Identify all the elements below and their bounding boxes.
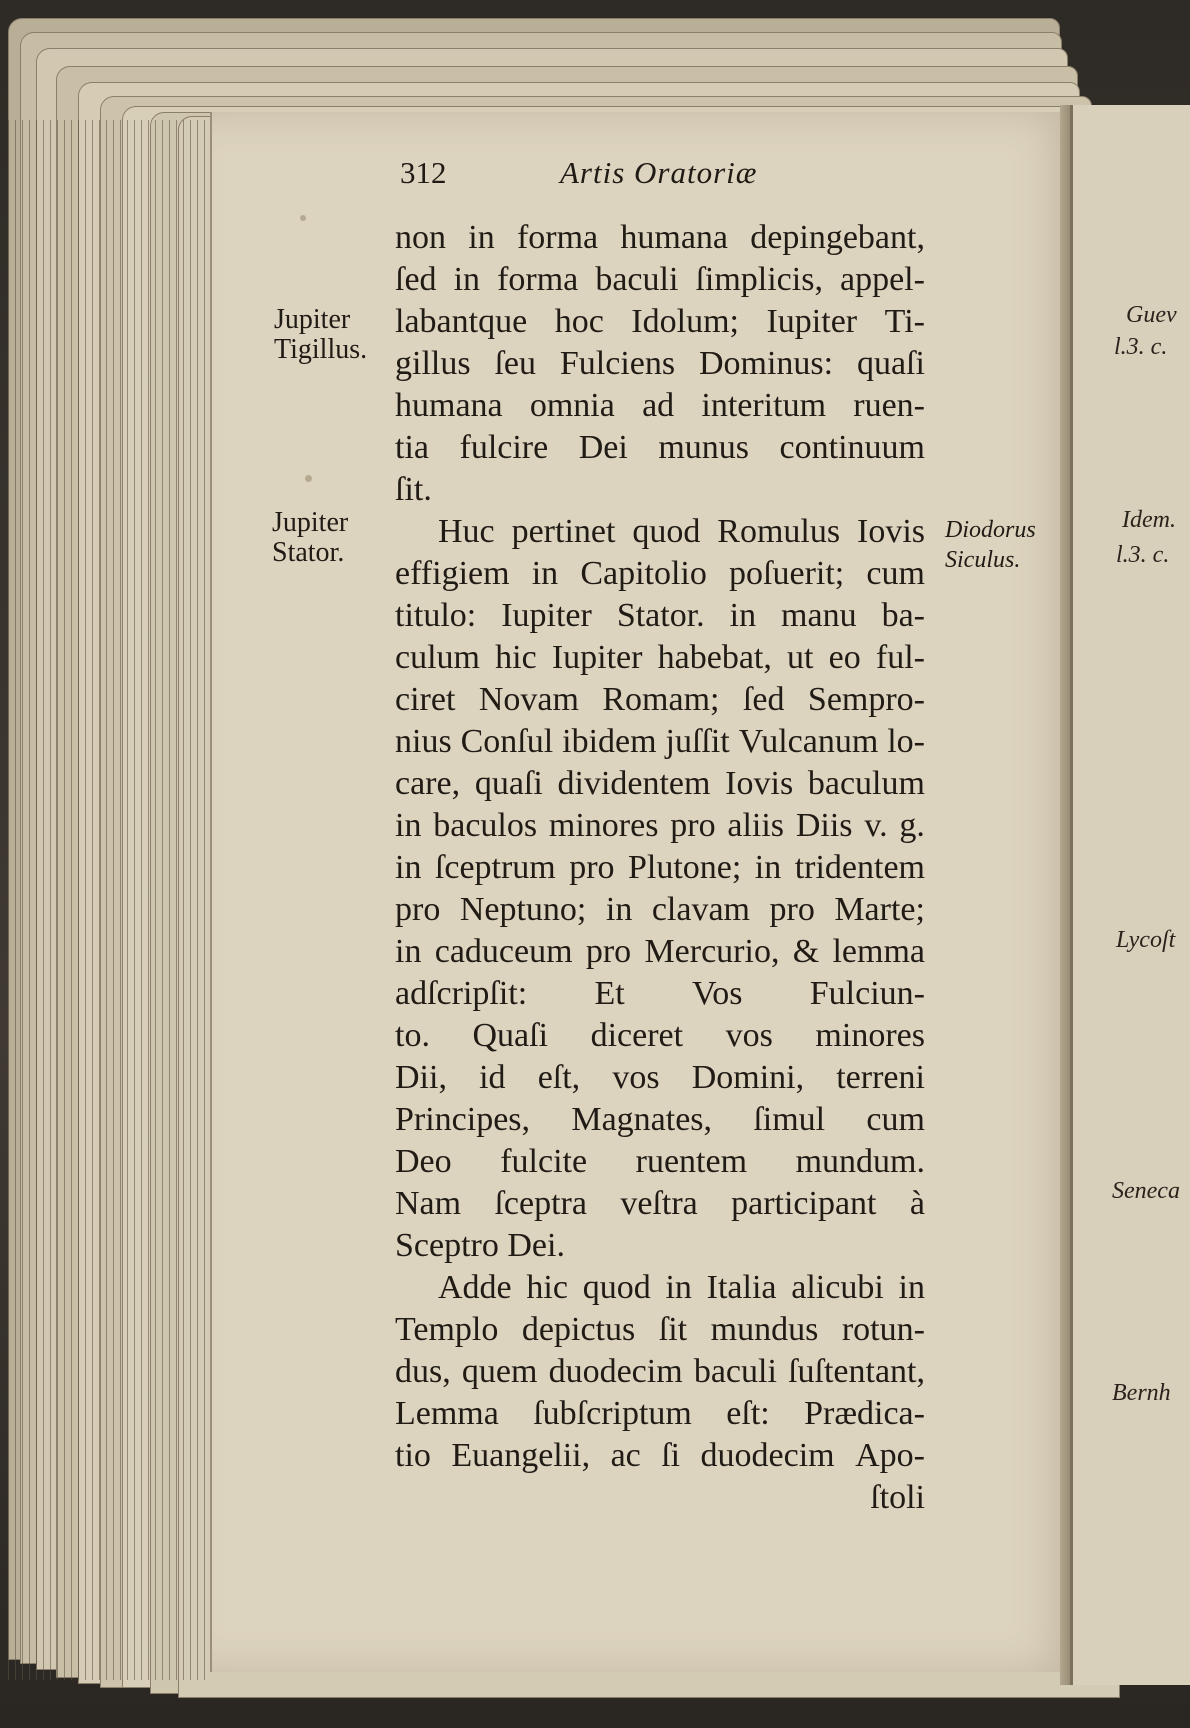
word: in: [468, 219, 495, 256]
word: ac: [610, 1437, 641, 1474]
word: Dii,: [395, 1059, 447, 1096]
foxing-spot: [300, 215, 306, 221]
word: in: [605, 891, 633, 928]
text-line: [395, 1142, 925, 1182]
word: baculos: [433, 807, 538, 844]
facing-note: Guev: [1126, 302, 1177, 328]
word: Iupiter: [551, 639, 643, 676]
word: terreni: [836, 1059, 925, 1096]
word: Iovis: [857, 513, 925, 550]
word: mundus: [710, 1311, 819, 1348]
word: dus,: [395, 1353, 451, 1390]
word: Vos: [692, 975, 743, 1012]
word: poſuerit;: [729, 555, 845, 592]
text-line: [395, 596, 925, 636]
text-line: Sceptro Dei.: [395, 1227, 565, 1264]
word: quod: [582, 1269, 651, 1306]
word: tia: [395, 429, 429, 466]
text-line: [395, 302, 925, 342]
word: Conſul: [460, 723, 554, 760]
text-line: [395, 974, 925, 1014]
word: ful-: [875, 639, 925, 676]
word: tridentem: [794, 849, 925, 886]
text-line: [395, 1058, 925, 1098]
word: Romulus: [717, 513, 841, 550]
word: depingebant,: [750, 219, 925, 256]
word: cum: [866, 555, 925, 592]
word: pertinet: [511, 513, 616, 550]
facing-note: Bernh: [1112, 1380, 1171, 1406]
word: humana: [620, 219, 729, 256]
word: à: [909, 1185, 925, 1222]
word: eſt,: [537, 1059, 581, 1096]
word: Magnates,: [571, 1101, 713, 1138]
text-line: [395, 260, 925, 300]
word: Novam: [478, 681, 579, 718]
word: hoc: [554, 303, 604, 340]
text-line: [395, 1310, 925, 1350]
word: ſubſcriptum: [533, 1395, 692, 1432]
word: Sempro-: [807, 681, 925, 718]
text-line: [395, 638, 925, 678]
word: dividentem: [557, 765, 711, 802]
word: ba-: [881, 597, 925, 634]
word: Prædica-: [804, 1395, 925, 1432]
word: Dominus:: [698, 345, 834, 382]
word: to.: [395, 1017, 430, 1054]
word: in: [754, 849, 782, 886]
word: omnia: [529, 387, 615, 424]
word: id: [479, 1059, 506, 1096]
word: Stator.: [616, 597, 705, 634]
word: duodecim: [548, 1353, 683, 1390]
word: Iupiter: [766, 303, 858, 340]
word: Huc: [438, 513, 495, 550]
word: v.: [864, 807, 888, 844]
word: habebat,: [657, 639, 772, 676]
word: adſcripſit:: [395, 975, 528, 1012]
word: mundum.: [795, 1143, 925, 1180]
word: in: [395, 933, 422, 970]
word: Italia: [706, 1269, 777, 1306]
word: quaſi: [474, 765, 543, 802]
word: Deo: [395, 1143, 452, 1180]
text-line: ſit.: [395, 471, 432, 508]
word: Adde: [438, 1269, 512, 1306]
text-line: ſtoli: [870, 1479, 925, 1516]
word: Templo: [395, 1311, 499, 1348]
word: interitum: [701, 387, 827, 424]
word: rotun-: [841, 1311, 925, 1348]
page-edge-lines: [8, 120, 208, 1680]
text-line: [395, 1436, 925, 1476]
word: in: [395, 849, 422, 886]
facing-note: Seneca: [1112, 1178, 1180, 1204]
text-line: [395, 890, 925, 930]
word: participant: [731, 1185, 877, 1222]
word: Idolum;: [631, 303, 739, 340]
facing-note: Idem.: [1122, 507, 1176, 533]
word: Neptuno;: [459, 891, 587, 928]
word: Et: [594, 975, 625, 1012]
word: Nam: [395, 1185, 462, 1222]
text-line: [438, 512, 925, 552]
word: in: [531, 555, 559, 592]
word: humana: [395, 387, 503, 424]
word: Domini,: [691, 1059, 805, 1096]
word: vos: [725, 1017, 773, 1054]
word: quaſi: [856, 345, 925, 382]
text-line: [395, 1352, 925, 1392]
text-line: [395, 722, 925, 762]
word: alicubi: [791, 1269, 884, 1306]
foxing-spot: [305, 475, 312, 482]
word: quem: [461, 1353, 538, 1390]
word: tio: [395, 1437, 431, 1474]
word: pro: [670, 807, 716, 844]
word: labantque: [395, 303, 528, 340]
word: Principes,: [395, 1101, 531, 1138]
text-line: [395, 1016, 925, 1056]
word: cum: [866, 1101, 925, 1138]
text-line: [395, 218, 925, 258]
word: pro: [395, 891, 441, 928]
margin-note-line: Jupiter: [274, 304, 351, 335]
word: eſt:: [726, 1395, 770, 1432]
text-line: [395, 806, 925, 846]
word: Plutone;: [627, 849, 742, 886]
word: fulcite: [500, 1143, 588, 1180]
word: veſtra: [620, 1185, 698, 1222]
word: vos: [612, 1059, 660, 1096]
word: in: [453, 261, 481, 298]
word: Iupiter: [501, 597, 592, 634]
margin-note-line: Siculus.: [945, 547, 1021, 573]
word: minores: [815, 1017, 925, 1054]
word: pro: [769, 891, 815, 928]
word: baculi: [595, 261, 679, 298]
word: duodecim: [700, 1437, 835, 1474]
text-line: [395, 1184, 925, 1224]
text-line: [395, 428, 925, 468]
page-number: 312: [400, 155, 447, 190]
word: Fulciens: [559, 345, 676, 382]
word: eo: [828, 639, 861, 676]
word: ruentem: [635, 1143, 748, 1180]
word: effigiem: [395, 555, 510, 592]
word: ſi: [661, 1437, 681, 1474]
facing-note: l.3. c.: [1114, 334, 1168, 360]
margin-note-line: Diodorus: [945, 517, 1036, 543]
word: baculum: [807, 765, 925, 802]
text-line: [395, 1394, 925, 1434]
text-line: [395, 1100, 925, 1140]
word: ſceptrum: [434, 849, 556, 886]
word: ut: [787, 639, 814, 676]
word: Romam;: [602, 681, 720, 718]
word: culum: [395, 639, 480, 676]
word: Marte;: [834, 891, 925, 928]
text-line: [395, 554, 925, 594]
text-line: [395, 764, 925, 804]
text-line: [395, 344, 925, 384]
word: g.: [899, 807, 925, 844]
word: ſimplicis,: [695, 261, 823, 298]
word: ad: [642, 387, 675, 424]
word: ſed: [395, 261, 437, 298]
word: ſimul: [753, 1101, 826, 1138]
facing-note: l.3. c.: [1116, 542, 1170, 568]
word: hic: [495, 639, 537, 676]
word: hic: [526, 1269, 568, 1306]
text-line: [395, 848, 925, 888]
word: baculi: [693, 1353, 777, 1390]
word: in: [395, 807, 422, 844]
word: ſed: [742, 681, 785, 718]
word: ruen-: [853, 387, 925, 424]
word: pro: [585, 933, 632, 970]
word: ſuſtentant,: [788, 1353, 925, 1390]
margin-note-line: Stator.: [272, 537, 345, 568]
word: in: [665, 1269, 692, 1306]
word: Capitolio: [580, 555, 707, 592]
word: ſit: [658, 1311, 688, 1348]
word: Apo-: [855, 1437, 925, 1474]
word: diceret: [590, 1017, 684, 1054]
facing-note: Lycoſt: [1116, 927, 1176, 953]
word: Iovis: [725, 765, 794, 802]
word: ibidem: [562, 723, 657, 760]
word: forma: [497, 261, 579, 298]
word: lo-: [887, 723, 925, 760]
word: gillus: [395, 345, 471, 382]
word: ſceptra: [494, 1185, 587, 1222]
word: continuum: [779, 429, 925, 466]
margin-note-jupiter-tigillus: [274, 305, 367, 365]
word: pro: [569, 849, 615, 886]
word: manu: [781, 597, 857, 634]
word: clavam: [651, 891, 750, 928]
word: forma: [516, 219, 599, 256]
word: in: [898, 1269, 925, 1306]
word: nius: [395, 723, 452, 760]
word: Fulciun-: [809, 975, 925, 1012]
text-line: [395, 386, 925, 426]
word: depictus: [521, 1311, 636, 1348]
word: &: [792, 933, 820, 970]
word: Diis: [795, 807, 853, 844]
word: munus: [658, 429, 750, 466]
word: non: [395, 219, 446, 256]
text-line: [395, 932, 925, 972]
word: ſeu: [494, 345, 536, 382]
word: aliis: [727, 807, 785, 844]
word: titulo:: [395, 597, 477, 634]
word: ciret: [395, 681, 456, 718]
margin-note-line: Tigillus.: [274, 334, 368, 365]
word: juſſit: [665, 723, 730, 760]
word: Dei: [578, 429, 628, 466]
word: Mercurio,: [644, 933, 780, 970]
word: Ti-: [884, 303, 925, 340]
word: Vulcanum: [738, 723, 879, 760]
word: appel-: [840, 261, 925, 298]
word: minores: [548, 807, 659, 844]
word: quod: [632, 513, 701, 550]
text-line: [438, 1268, 925, 1308]
word: fulcire: [459, 429, 549, 466]
word: caduceum: [434, 933, 573, 970]
running-title: Artis Oratoriæ: [560, 155, 758, 190]
word: care,: [395, 765, 461, 802]
margin-note-diodorus: [945, 515, 1036, 575]
text-line: [395, 680, 925, 720]
word: Lemma: [395, 1395, 499, 1432]
word: lemma: [832, 933, 925, 970]
word: in: [729, 597, 757, 634]
margin-note-jupiter-stator: [272, 508, 348, 568]
word: Euangelii,: [451, 1437, 591, 1474]
margin-note-line: Jupiter: [272, 507, 349, 538]
word: Quaſi: [472, 1017, 549, 1054]
